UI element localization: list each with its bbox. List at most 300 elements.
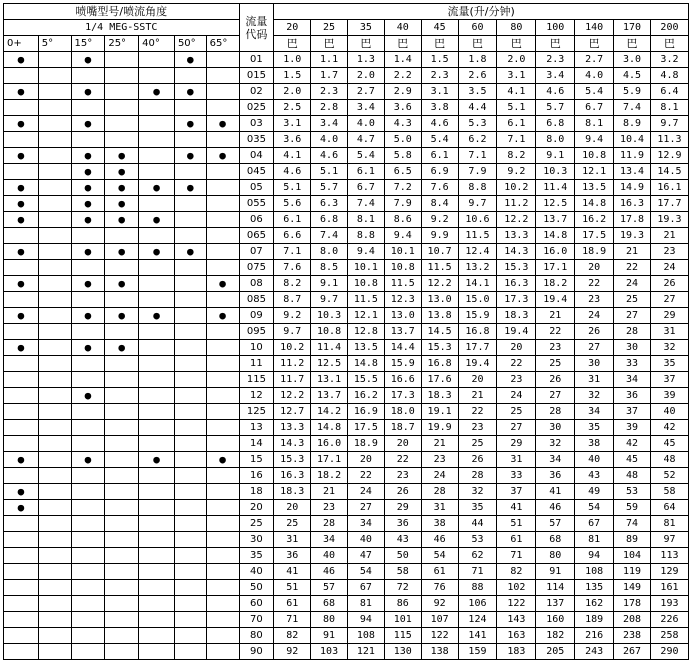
angle-availability-cell [71,100,105,116]
angle-availability-cell [206,484,239,500]
model-subtitle: 1/4 MEG-SSTC [4,20,240,36]
angle-availability-cell [71,260,105,276]
flow-value-cell: 7.9 [458,164,497,180]
flow-code-cell: 18 [239,484,274,500]
table-row [4,532,689,548]
flow-value-cell: 16.2 [575,212,614,228]
flow-value-cell: 5.3 [458,116,497,132]
flow-value-cell: 20 [274,500,311,516]
flow-value-cell: 4.0 [575,68,614,84]
flow-value-cell: 53 [458,532,497,548]
flow-value-cell: 13.7 [311,388,348,404]
available-dot-icon: ● [84,196,92,210]
angle-availability-cell [4,148,39,164]
flow-code-cell: 085 [239,292,274,308]
angle-availability-cell [38,180,71,196]
angle-availability-cell [174,580,206,596]
flow-value-cell: 25 [458,436,497,452]
flow-code-cell: 01 [239,52,274,68]
flow-value-cell: 2.5 [274,100,311,116]
flow-value-cell: 9.7 [311,292,348,308]
flow-value-cell: 9.7 [650,116,688,132]
flow-value-cell: 58 [384,564,421,580]
flow-value-cell: 15.0 [458,292,497,308]
angle-availability-cell [71,292,105,308]
flow-value-cell: 13.2 [458,260,497,276]
angle-availability-cell [71,244,105,260]
flow-value-cell: 14.2 [311,404,348,420]
flow-value-cell: 2.0 [347,68,384,84]
angle-availability-cell [174,100,206,116]
flow-value-cell: 6.5 [384,164,421,180]
flow-value-cell: 67 [347,580,384,596]
flow-value-cell: 5.4 [575,84,614,100]
angle-availability-cell [4,116,39,132]
flow-value-cell: 27 [614,308,651,324]
flow-value-cell: 13.7 [536,212,575,228]
angle-availability-cell [139,612,175,628]
flow-value-cell: 23 [650,244,688,260]
flow-value-cell: 7.9 [384,196,421,212]
flow-value-cell: 15.3 [421,340,458,356]
flow-value-cell: 74 [614,516,651,532]
angle-availability-cell [174,292,206,308]
flow-value-cell: 135 [575,580,614,596]
flow-value-cell: 22 [458,404,497,420]
angle-availability-cell [174,468,206,484]
angle-availability-cell [38,468,71,484]
flow-code-cell: 055 [239,196,274,212]
flow-value-cell: 14.1 [458,276,497,292]
angle-availability-cell [71,196,105,212]
flow-value-cell: 32 [575,388,614,404]
angle-availability-cell [4,276,39,292]
flow-value-cell: 18.2 [311,468,348,484]
angle-availability-cell [4,228,39,244]
flow-value-cell: 15.9 [384,356,421,372]
flow-value-cell: 5.4 [421,132,458,148]
table-row [4,356,689,372]
angle-availability-cell [206,388,239,404]
available-dot-icon: ● [84,340,92,354]
flow-value-cell: 4.6 [274,164,311,180]
flow-value-cell: 130 [384,644,421,660]
angle-availability-cell [174,356,206,372]
angle-availability-cell [4,612,39,628]
flow-value-cell: 54 [421,548,458,564]
flow-value-cell: 8.4 [421,196,458,212]
angle-availability-cell [139,68,175,84]
available-dot-icon: ● [118,164,126,178]
table-row [4,372,689,388]
available-dot-icon: ● [84,452,92,466]
flow-code-cell: 13 [239,420,274,436]
flow-value-cell: 19.4 [458,356,497,372]
angle-availability-cell [38,68,71,84]
available-dot-icon: ● [17,276,25,290]
flow-value-cell: 14.4 [384,340,421,356]
angle-availability-cell [174,340,206,356]
flow-value-cell: 30 [536,420,575,436]
angle-availability-cell [38,628,71,644]
flow-value-cell: 71 [274,612,311,628]
flow-value-cell: 26 [650,276,688,292]
flow-value-cell: 23 [497,372,536,388]
flow-value-cell: 35 [458,500,497,516]
flow-value-cell: 8.8 [458,180,497,196]
flow-value-cell: 17.5 [347,420,384,436]
flow-value-cell: 9.4 [384,228,421,244]
table-row [4,244,689,260]
angle-availability-cell [38,244,71,260]
flow-value-cell: 82 [274,628,311,644]
flow-value-cell: 6.2 [458,132,497,148]
angle-availability-cell [105,340,139,356]
flow-value-cell: 6.1 [497,116,536,132]
flow-value-cell: 2.3 [311,84,348,100]
flow-value-cell: 37 [614,404,651,420]
angle-availability-cell [139,100,175,116]
flow-value-cell: 16.3 [614,196,651,212]
flow-value-cell: 2.6 [458,68,497,84]
angle-availability-cell [206,468,239,484]
flow-value-cell: 25 [497,404,536,420]
angle-availability-cell [139,388,175,404]
flow-value-cell: 3.2 [650,52,688,68]
flow-value-cell: 7.1 [274,244,311,260]
flow-value-cell: 86 [384,596,421,612]
angle-availability-cell [38,564,71,580]
angle-availability-cell [4,340,39,356]
angle-availability-cell [4,516,39,532]
table-row [4,548,689,564]
flow-value-cell: 23 [384,468,421,484]
available-dot-icon: ● [17,148,25,162]
flow-code-cell: 90 [239,644,274,660]
available-dot-icon: ● [118,212,126,226]
flow-value-cell: 48 [614,468,651,484]
flow-value-cell: 28 [311,516,348,532]
flow-value-cell: 53 [614,484,651,500]
angle-availability-cell [174,516,206,532]
available-dot-icon: ● [84,308,92,322]
flow-value-cell: 7.4 [311,228,348,244]
angle-availability-cell [174,388,206,404]
flow-value-cell: 11.2 [274,356,311,372]
flow-value-cell: 18.3 [421,388,458,404]
angle-availability-cell [206,340,239,356]
flow-value-cell: 5.8 [384,148,421,164]
flow-value-cell: 6.9 [421,164,458,180]
flow-value-cell: 88 [458,580,497,596]
table-row [4,292,689,308]
flow-value-cell: 5.1 [311,164,348,180]
flow-value-cell: 14.5 [650,164,688,180]
angle-availability-cell [105,644,139,660]
pressure-value-header: 200 [650,20,688,36]
table-row [4,228,689,244]
available-dot-icon: ● [84,212,92,226]
flow-value-cell: 1.5 [274,68,311,84]
available-dot-icon: ● [17,244,25,258]
angle-availability-cell [174,372,206,388]
flow-code-cell: 11 [239,356,274,372]
flow-value-cell: 17.7 [650,196,688,212]
flow-value-cell: 5.9 [614,84,651,100]
table-row [4,580,689,596]
angle-availability-cell [206,164,239,180]
angle-availability-cell [139,52,175,68]
angle-availability-cell [4,628,39,644]
angle-availability-cell [206,84,239,100]
flow-value-cell: 6.1 [274,212,311,228]
flow-value-cell: 8.1 [650,100,688,116]
angle-availability-cell [71,132,105,148]
angle-availability-cell [4,68,39,84]
available-dot-icon: ● [118,180,126,194]
flow-value-cell: 8.7 [274,292,311,308]
flow-value-cell: 3.4 [536,68,575,84]
flow-value-cell: 3.4 [347,100,384,116]
flow-value-cell: 4.6 [311,148,348,164]
angle-availability-cell [206,404,239,420]
angle-availability-cell [105,388,139,404]
flow-value-cell: 26 [575,324,614,340]
available-dot-icon: ● [219,276,226,290]
pressure-value-header: 40 [384,20,421,36]
pressure-value-header: 45 [421,20,458,36]
angle-availability-cell [139,276,175,292]
flow-value-cell: 6.8 [536,116,575,132]
angle-availability-cell [38,164,71,180]
flow-value-cell: 6.1 [421,148,458,164]
angle-availability-cell [105,52,139,68]
angle-availability-cell [139,84,175,100]
angle-availability-cell [105,516,139,532]
flow-value-cell: 2.7 [347,84,384,100]
angle-availability-cell [105,420,139,436]
available-dot-icon: ● [118,276,126,290]
pressure-unit-header: 巴 [497,36,536,52]
flow-value-cell: 8.1 [347,212,384,228]
flow-value-cell: 6.8 [311,212,348,228]
flow-value-cell: 4.0 [347,116,384,132]
angle-availability-cell [206,148,239,164]
available-dot-icon: ● [118,308,126,322]
angle-availability-cell [71,388,105,404]
flow-value-cell: 27 [347,500,384,516]
flow-value-cell: 141 [458,628,497,644]
flow-value-cell: 27 [575,340,614,356]
angle-availability-cell [71,308,105,324]
flow-value-cell: 101 [384,612,421,628]
angle-availability-cell [139,580,175,596]
angle-availability-cell [4,484,39,500]
angle-availability-cell [4,100,39,116]
flow-value-cell: 258 [650,628,688,644]
flow-value-cell: 27 [650,292,688,308]
available-dot-icon: ● [84,116,92,130]
table-row [4,276,689,292]
available-dot-icon: ● [186,52,194,66]
flow-value-cell: 11.5 [458,228,497,244]
flow-value-cell: 10.2 [497,180,536,196]
flow-value-cell: 39 [650,388,688,404]
angle-availability-cell [71,276,105,292]
angle-availability-cell [38,420,71,436]
angle-availability-cell [206,116,239,132]
flow-value-cell: 4.3 [384,116,421,132]
available-dot-icon: ● [84,148,92,162]
flow-rate-title: 流量(升/分钟) [274,4,689,20]
flow-value-cell: 1.0 [274,52,311,68]
flow-value-cell: 39 [614,420,651,436]
flow-code-header: 流量 代码 [239,4,274,52]
angle-availability-cell [105,548,139,564]
flow-value-cell: 19.1 [421,404,458,420]
angle-availability-cell [139,308,175,324]
angle-availability-cell [206,644,239,660]
flow-value-cell: 16.1 [650,180,688,196]
angle-availability-cell [105,580,139,596]
angle-availability-cell [4,212,39,228]
flow-code-cell: 03 [239,116,274,132]
angle-availability-cell [4,500,39,516]
flow-value-cell: 161 [650,580,688,596]
flow-value-cell: 12.5 [536,196,575,212]
spray-angle-header: 25° [105,36,139,52]
available-dot-icon: ● [17,500,25,514]
angle-availability-cell [4,164,39,180]
flow-value-cell: 14.5 [421,324,458,340]
angle-availability-cell [206,612,239,628]
flow-value-cell: 28 [536,404,575,420]
flow-value-cell: 34 [347,516,384,532]
flow-value-cell: 16.0 [536,244,575,260]
angle-availability-cell [4,52,39,68]
flow-value-cell: 28 [614,324,651,340]
angle-availability-cell [71,324,105,340]
flow-value-cell: 43 [575,468,614,484]
flow-value-cell: 46 [536,500,575,516]
flow-value-cell: 46 [311,564,348,580]
pressure-unit-header: 巴 [575,36,614,52]
available-dot-icon: ● [84,164,92,178]
available-dot-icon: ● [153,180,160,194]
flow-value-cell: 9.2 [421,212,458,228]
flow-value-cell: 31 [650,324,688,340]
flow-value-cell: 81 [575,532,614,548]
flow-value-cell: 25 [536,356,575,372]
flow-value-cell: 103 [311,644,348,660]
flow-value-cell: 13.1 [311,372,348,388]
flow-value-cell: 47 [347,548,384,564]
flow-value-cell: 28 [458,468,497,484]
flow-value-cell: 189 [575,612,614,628]
angle-availability-cell [105,196,139,212]
flow-value-cell: 5.4 [347,148,384,164]
angle-availability-cell [139,292,175,308]
flow-value-cell: 10.8 [347,276,384,292]
flow-value-cell: 71 [497,548,536,564]
flow-rate-table-container [3,3,689,660]
angle-availability-cell [38,324,71,340]
available-dot-icon: ● [118,148,126,162]
flow-code-cell: 065 [239,228,274,244]
angle-availability-cell [38,404,71,420]
angle-availability-cell [174,308,206,324]
flow-value-cell: 9.1 [311,276,348,292]
flow-code-cell: 15 [239,452,274,468]
flow-code-cell: 06 [239,212,274,228]
flow-value-cell: 81 [650,516,688,532]
flow-value-cell: 23 [575,292,614,308]
flow-value-cell: 9.7 [274,324,311,340]
flow-value-cell: 29 [650,308,688,324]
flow-value-cell: 13.5 [347,340,384,356]
flow-value-cell: 4.0 [311,132,348,148]
flow-code-cell: 60 [239,596,274,612]
angle-availability-cell [4,196,39,212]
angle-availability-cell [105,68,139,84]
table-row [4,68,689,84]
flow-value-cell: 4.6 [421,116,458,132]
flow-value-cell: 143 [497,612,536,628]
flow-value-cell: 216 [575,628,614,644]
angle-availability-cell [38,292,71,308]
angle-availability-cell [174,324,206,340]
flow-value-cell: 20 [497,340,536,356]
flow-value-cell: 7.6 [421,180,458,196]
angle-availability-cell [105,468,139,484]
flow-value-cell: 23 [536,340,575,356]
flow-value-cell: 49 [575,484,614,500]
pressure-value-header: 25 [311,20,348,36]
flow-value-cell: 19.4 [536,292,575,308]
angle-availability-cell [139,436,175,452]
flow-value-cell: 162 [575,596,614,612]
flow-value-cell: 24 [497,388,536,404]
flow-code-cell: 30 [239,532,274,548]
flow-value-cell: 10.1 [384,244,421,260]
flow-value-cell: 34 [311,532,348,548]
flow-value-cell: 18.7 [384,420,421,436]
pressure-unit-header: 巴 [311,36,348,52]
flow-value-cell: 290 [650,644,688,660]
flow-value-cell: 12.2 [421,276,458,292]
flow-value-cell: 6.7 [575,100,614,116]
flow-value-cell: 4.4 [458,100,497,116]
angle-availability-cell [4,404,39,420]
flow-value-cell: 9.4 [575,132,614,148]
angle-availability-cell [38,132,71,148]
flow-value-cell: 12.1 [575,164,614,180]
table-row [4,596,689,612]
flow-value-cell: 10.6 [458,212,497,228]
flow-value-cell: 9.7 [458,196,497,212]
flow-value-cell: 16.3 [274,468,311,484]
angle-availability-cell [206,228,239,244]
pressure-unit-header: 巴 [458,36,497,52]
flow-value-cell: 182 [536,628,575,644]
flow-value-cell: 12.2 [497,212,536,228]
flow-value-cell: 17.8 [614,212,651,228]
flow-value-cell: 21 [650,228,688,244]
angle-availability-cell [174,644,206,660]
flow-value-cell: 17.5 [575,228,614,244]
flow-value-cell: 6.4 [650,84,688,100]
flow-value-cell: 13.4 [614,164,651,180]
